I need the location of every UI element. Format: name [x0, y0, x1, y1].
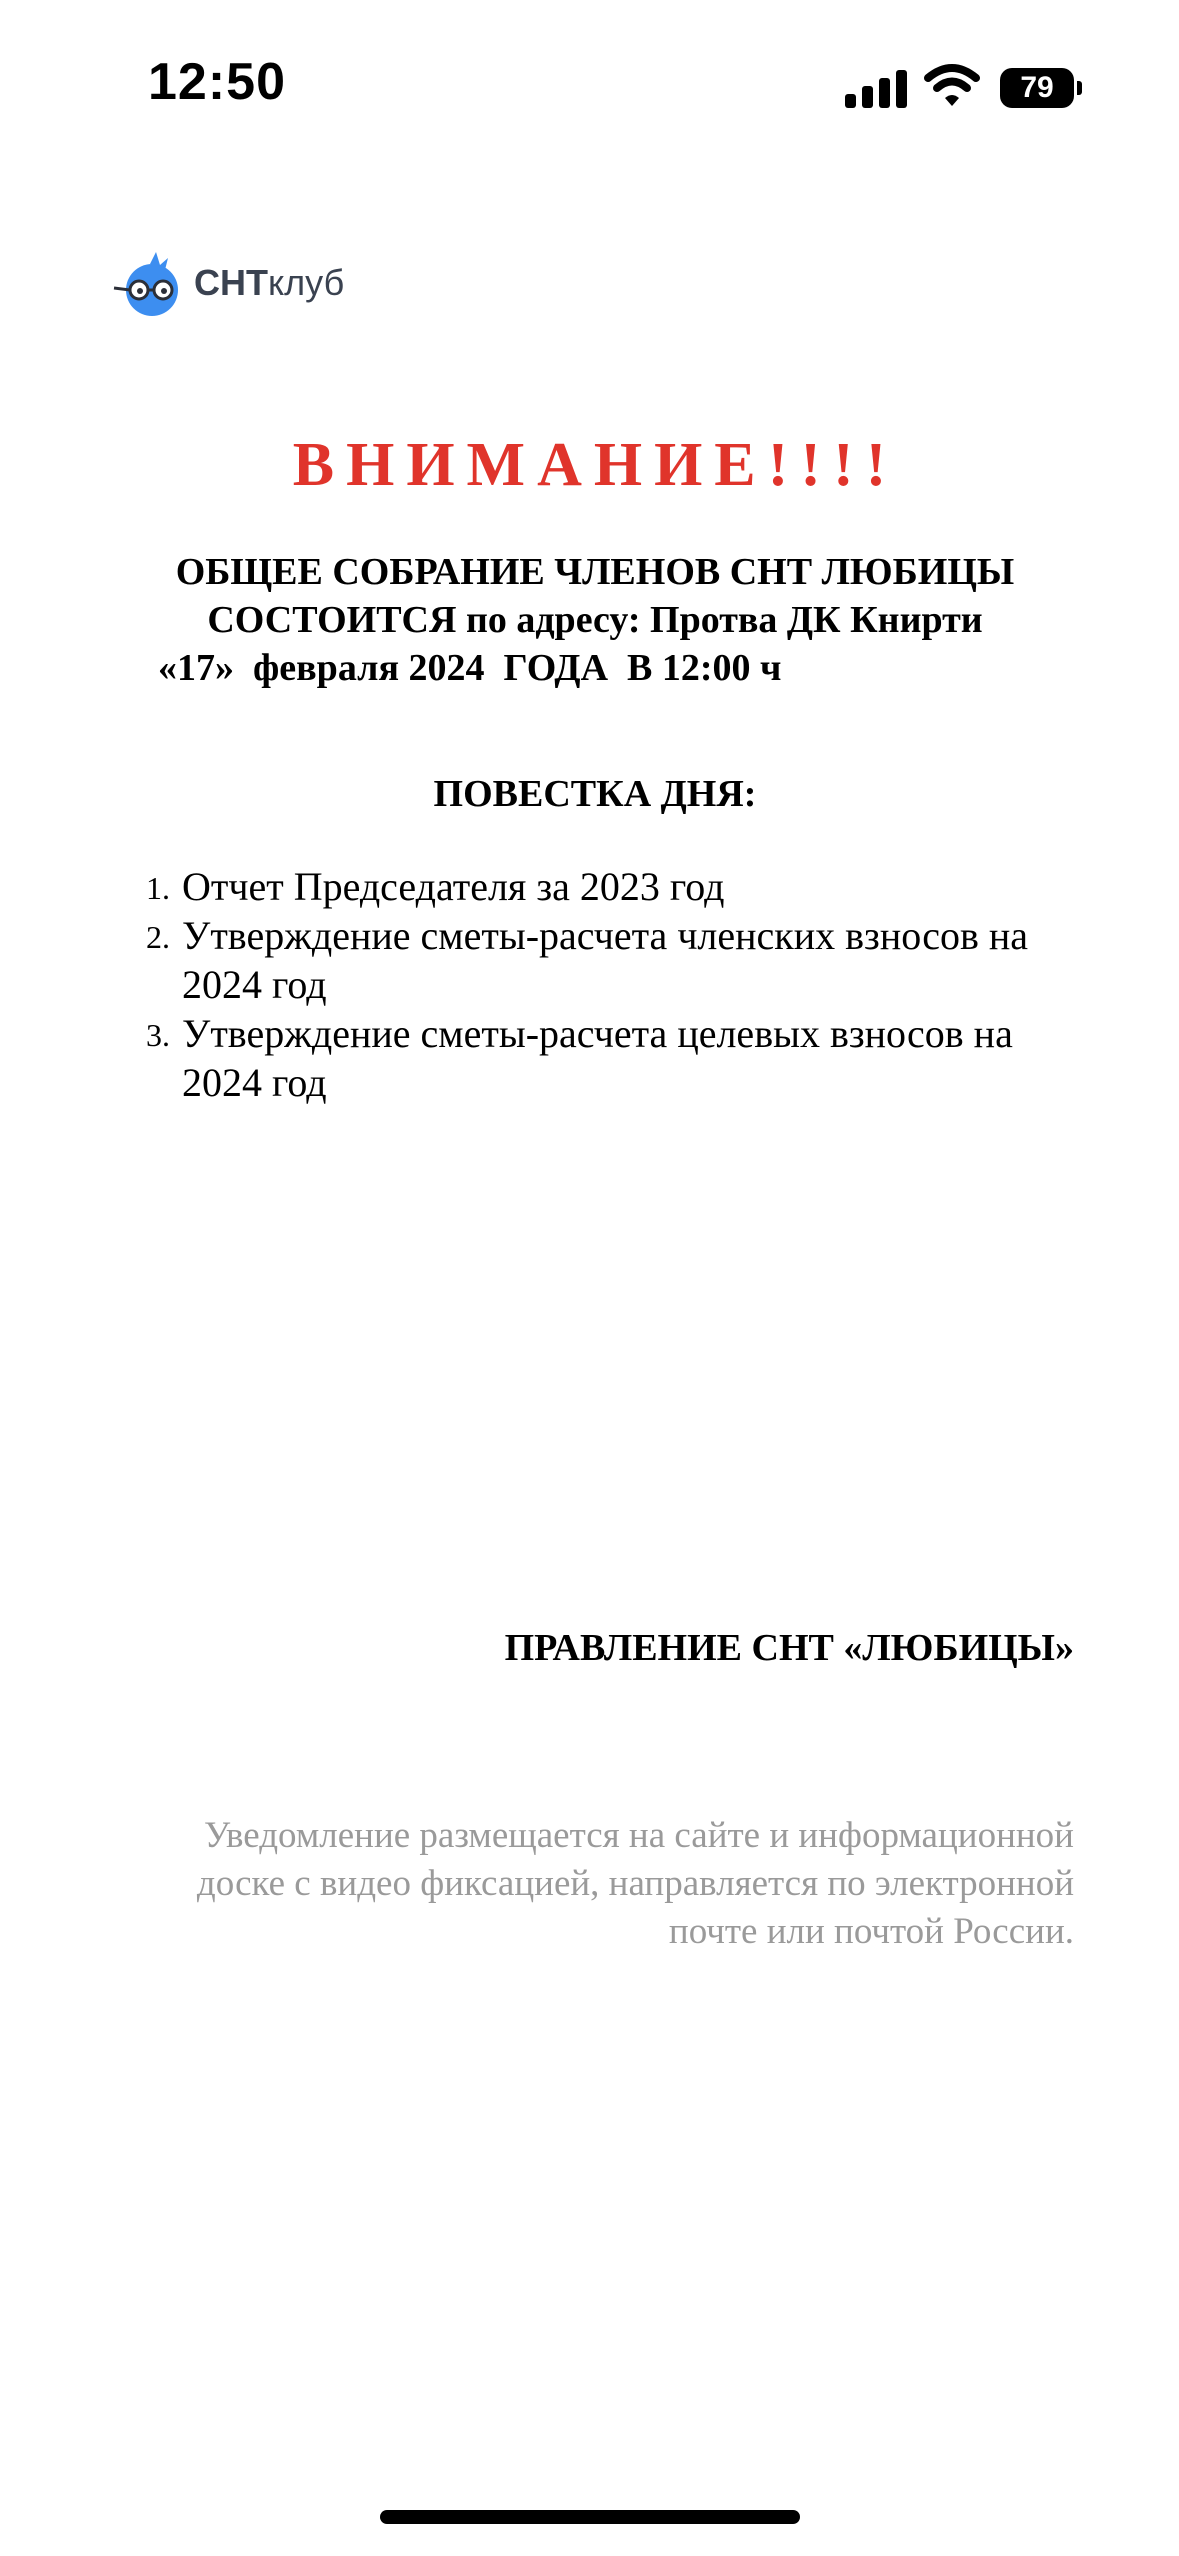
meeting-announcement	[130, 548, 1060, 692]
status-time: 12:50	[148, 53, 286, 111]
agenda-item-text: Утверждение сметы-расчета целевых взносов на 2024 год	[182, 1011, 1013, 1105]
agenda-title: ПОВЕСТКА ДНЯ:	[433, 773, 757, 815]
logo-brand-strong: СНТ	[194, 262, 268, 303]
agenda-item-number: 1.	[146, 870, 170, 906]
battery-cap	[1077, 81, 1082, 95]
logo-text	[194, 262, 344, 304]
agenda-item-number: 3.	[146, 1017, 170, 1053]
notice-line: почте или почтой России.	[668, 1911, 1074, 1952]
notice-text	[114, 1812, 1074, 1956]
agenda-item	[146, 911, 1086, 1009]
announcement-line: ОБЩЕЕ СОБРАНИЕ ЧЛЕНОВ СНТ ЛЮБИЦЫ	[175, 551, 1015, 593]
logo-brand-light: клуб	[268, 262, 345, 303]
logo-bird-icon	[112, 248, 188, 318]
signal-icon	[845, 70, 907, 108]
notice-line: доске с видео фиксацией, направляется по электронной	[196, 1863, 1074, 1904]
wifi-icon	[924, 64, 980, 108]
agenda-item	[146, 862, 1086, 911]
agenda-item-text: Утверждение сметы-расчета членских взносов на 2024 год	[182, 913, 1029, 1007]
agenda-item	[146, 1009, 1086, 1107]
board-signature: ПРАВЛЕНИЕ СНТ «ЛЮБИЦЫ»	[504, 1627, 1074, 1669]
agenda-item-number: 2.	[146, 919, 170, 955]
status-bar	[0, 0, 1179, 170]
home-indicator[interactable]	[380, 2510, 800, 2524]
battery-level: 79	[1020, 71, 1054, 104]
notice-line: Уведомление размещается на сайте и информационной	[204, 1815, 1074, 1856]
site-logo[interactable]	[112, 248, 344, 318]
announcement-line: СОСТОИТСЯ по адресу: Протва ДК Книрти	[207, 599, 983, 641]
battery-icon	[1000, 68, 1074, 108]
meeting-date-line: «17» февраля 2024 ГОДА В 12:00 ч	[158, 647, 782, 689]
attention-title: ВНИМАНИЕ!!!!	[292, 431, 899, 499]
agenda-item-text: Отчет Председателя за 2023 год	[182, 864, 725, 909]
agenda-list	[146, 862, 1086, 1107]
